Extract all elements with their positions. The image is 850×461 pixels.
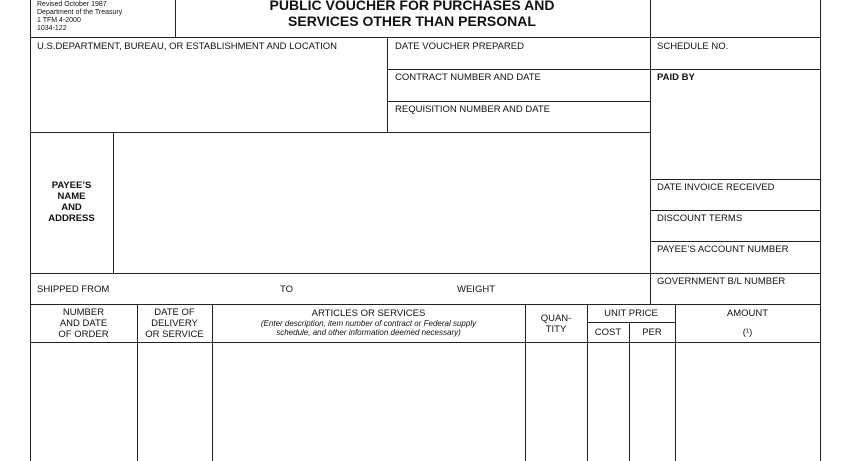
- header-line: OR SERVICE: [145, 329, 204, 340]
- rule: [113, 132, 114, 273]
- payee-label-line: AND: [61, 202, 82, 213]
- rule: [387, 69, 650, 70]
- form-title: [176, 0, 648, 29]
- form-revised: Revised October 1987: [37, 1, 107, 8]
- rule: [820, 0, 821, 461]
- payee-label-line: NAME: [57, 191, 86, 202]
- header-line: TITY: [545, 324, 567, 335]
- shipped-from-label: SHIPPED FROM: [37, 284, 110, 295]
- date-voucher-prepared-label: DATE VOUCHER PREPARED: [395, 41, 524, 52]
- government-bl-number-label: GOVERNMENT B/L NUMBER: [657, 276, 786, 287]
- per-header: PER: [642, 327, 662, 338]
- payee-label: [30, 180, 113, 224]
- rule: [30, 273, 821, 274]
- date-invoice-received-label: DATE INVOICE RECEIVED: [657, 182, 775, 193]
- form-code: 1034-122: [37, 25, 67, 32]
- contract-number-date-label: CONTRACT NUMBER AND DATE: [395, 72, 541, 83]
- header-line: DELIVERY: [151, 318, 198, 329]
- rule: [30, 37, 821, 38]
- form-title-line2: SERVICES OTHER THAN PERSONAL: [288, 13, 536, 29]
- rule: [650, 0, 651, 304]
- paid-by-label: PAID BY: [657, 72, 695, 83]
- to-label: TO: [280, 284, 294, 295]
- articles-note: (Enter description, item number of contract or Federal supply: [260, 319, 477, 328]
- payee-account-number-label: PAYEE’S ACCOUNT NUMBER: [657, 244, 789, 255]
- form-title-line1: PUBLIC VOUCHER FOR PURCHASES AND: [269, 0, 555, 13]
- form-department: Department of the Treasury: [37, 9, 123, 16]
- discount-terms-label: DISCOUNT TERMS: [657, 213, 743, 224]
- rule: [650, 69, 821, 70]
- rule: [629, 322, 630, 461]
- rule: [587, 322, 675, 323]
- rule: [30, 0, 31, 461]
- articles-header: [212, 308, 525, 337]
- rule: [650, 210, 821, 211]
- rule: [30, 132, 650, 133]
- header-line: AND DATE: [59, 318, 108, 329]
- header-line: DATE OF: [154, 307, 195, 318]
- requisition-number-date-label: REQUISITION NUMBER AND DATE: [395, 104, 551, 115]
- form-tfm: 1 TFM 4-2000: [37, 17, 81, 24]
- cost-header: COST: [594, 327, 622, 338]
- rule: [387, 37, 388, 132]
- department-location-label: U.S.DEPARTMENT, BUREAU, OR ESTABLISHMENT AND LOCATION: [37, 41, 338, 52]
- rule: [650, 241, 821, 242]
- rule: [30, 342, 821, 343]
- rule: [387, 101, 650, 102]
- rule: [30, 304, 821, 305]
- rule: [650, 179, 821, 180]
- schedule-no-label: SCHEDULE NO.: [657, 41, 729, 52]
- header-line: QUAN-: [540, 313, 572, 324]
- articles-note: schedule, and other information deemed necessary): [276, 328, 461, 337]
- articles-title: ARTICLES OR SERVICES: [311, 308, 426, 319]
- amount-note: (¹): [742, 327, 753, 338]
- payee-label-line: ADDRESS: [48, 213, 95, 224]
- amount-header: AMOUNT: [726, 308, 769, 319]
- weight-label: WEIGHT: [457, 284, 495, 295]
- number-date-order-header: [30, 307, 137, 340]
- header-line: NUMBER: [62, 307, 105, 318]
- date-delivery-header: [137, 307, 212, 340]
- payee-label-line: PAYEE’S: [51, 180, 92, 191]
- unit-price-header: UNIT PRICE: [604, 308, 658, 319]
- quantity-header: [525, 313, 587, 335]
- header-line: OF ORDER: [58, 329, 109, 340]
